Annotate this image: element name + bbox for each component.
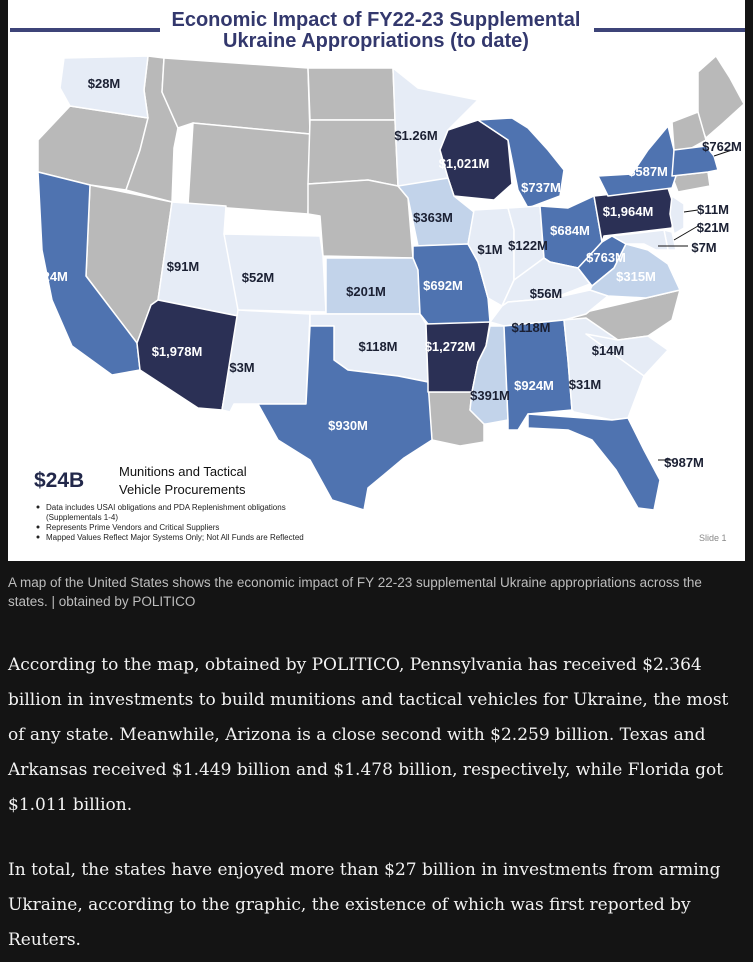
state-nebraska <box>308 180 413 258</box>
label-arizona: $1,978M <box>151 344 203 359</box>
state-new-jersey <box>670 196 684 234</box>
map-title-line1: Economic Impact of FY22-23 Supplemental <box>171 9 581 31</box>
article-paragraph-1: According to the map, obtained by POLITICO, Pennsylvania has received $2.364 billion in investments to build munitions and tactical vehicles for Ukraine, the most of any state. Meanwhile, Arizona is a close second with $2.259 billion. Texas and Arkansas received $1.449 billion and $1.478 billion, respectively, while Florida got $1.011 billion. <box>8 655 729 815</box>
label-pennsylvania: $1,964M <box>602 204 654 219</box>
title-rule-left <box>10 28 160 32</box>
legend-note-bullet-1 <box>37 506 40 509</box>
label-new-jersey: $11M <box>697 202 729 217</box>
label-mississippi: $391M <box>470 388 510 403</box>
legend-note-3: Mapped Values Reflect Major Systems Only; Not All Funds are Reflected <box>46 533 304 542</box>
legend-note-bullet-2 <box>37 526 40 529</box>
state-montana <box>162 58 310 134</box>
label-iowa: $363M <box>413 210 453 225</box>
label-new-mexico: $3M <box>229 360 255 375</box>
label-georgia: $31M <box>568 377 602 392</box>
label-colorado: $52M <box>241 270 275 285</box>
label-oklahoma: $118M <box>358 339 398 354</box>
legend-note-1-cont: (Supplementals 1-4) <box>46 513 119 522</box>
label-missouri: $692M <box>423 278 463 293</box>
state-maine <box>698 56 744 138</box>
article-paragraph-2: In total, the states have enjoyed more than $27 billion in investments from arming Ukraine, according to the graphic, the existence of which was first reported by Reuters. <box>8 860 721 950</box>
legend-line2: Vehicle Procurements <box>119 482 246 497</box>
label-arkansas: $1,272M <box>424 339 476 354</box>
label-delaware: $21M <box>696 220 730 235</box>
label-texas: $930M <box>328 418 368 433</box>
state-alabama <box>504 320 572 430</box>
label-alabama: $924M <box>514 378 554 393</box>
label-ohio: $684M <box>550 223 590 238</box>
state-new-york <box>598 126 676 196</box>
label-utah: $91M <box>166 259 200 274</box>
label-tennessee: $118M <box>511 320 551 335</box>
label-south-carolina: $14M <box>591 343 625 358</box>
leader-line-new-jersey <box>684 210 698 212</box>
state-north-dakota <box>308 68 395 120</box>
title-rule-right <box>594 28 745 32</box>
label-minnesota: $1.26M <box>394 128 438 143</box>
label-new-york: $587M <box>628 164 668 179</box>
label-virginia: $315M <box>616 269 656 284</box>
state-south-dakota <box>308 120 398 186</box>
legend-note-2: Represents Prime Vendors and Critical Suppliers <box>46 523 220 532</box>
legend-note-bullet-3 <box>37 536 40 539</box>
state-colorado <box>224 234 326 312</box>
legend-note-1: Data includes USAI obligations and PDA Replenishment obligations <box>46 503 286 512</box>
map-title-line2: Ukraine Appropriations (to date) <box>223 30 529 52</box>
map-figure <box>8 0 745 561</box>
label-wisconsin: $1,021M <box>438 156 490 171</box>
legend-line1: Munitions and Tactical <box>119 464 247 479</box>
state-wyoming <box>188 123 310 214</box>
label-maryland: $7M <box>691 240 717 255</box>
state-florida <box>528 414 660 510</box>
label-indiana: $122M <box>508 238 548 253</box>
label-michigan: $737M <box>521 180 561 195</box>
label-kansas: $201M <box>346 284 386 299</box>
us-map <box>8 0 745 561</box>
label-california: $724M <box>28 269 68 284</box>
label-florida: $987M <box>664 455 704 470</box>
label-illinois: $1M <box>477 242 503 257</box>
label-washington: $28M <box>87 76 121 91</box>
label-kentucky: $56M <box>529 286 563 301</box>
label-massachusetts: $762M <box>702 139 742 154</box>
image-caption: A map of the United States shows the economic impact of FY 22-23 supplemental Ukraine appropriations across the states. | obtained by POLITICO <box>8 575 702 609</box>
label-west-virginia: $763M <box>586 250 626 265</box>
slide-label: Slide 1 <box>699 533 727 543</box>
legend-total: $24B <box>34 469 85 492</box>
